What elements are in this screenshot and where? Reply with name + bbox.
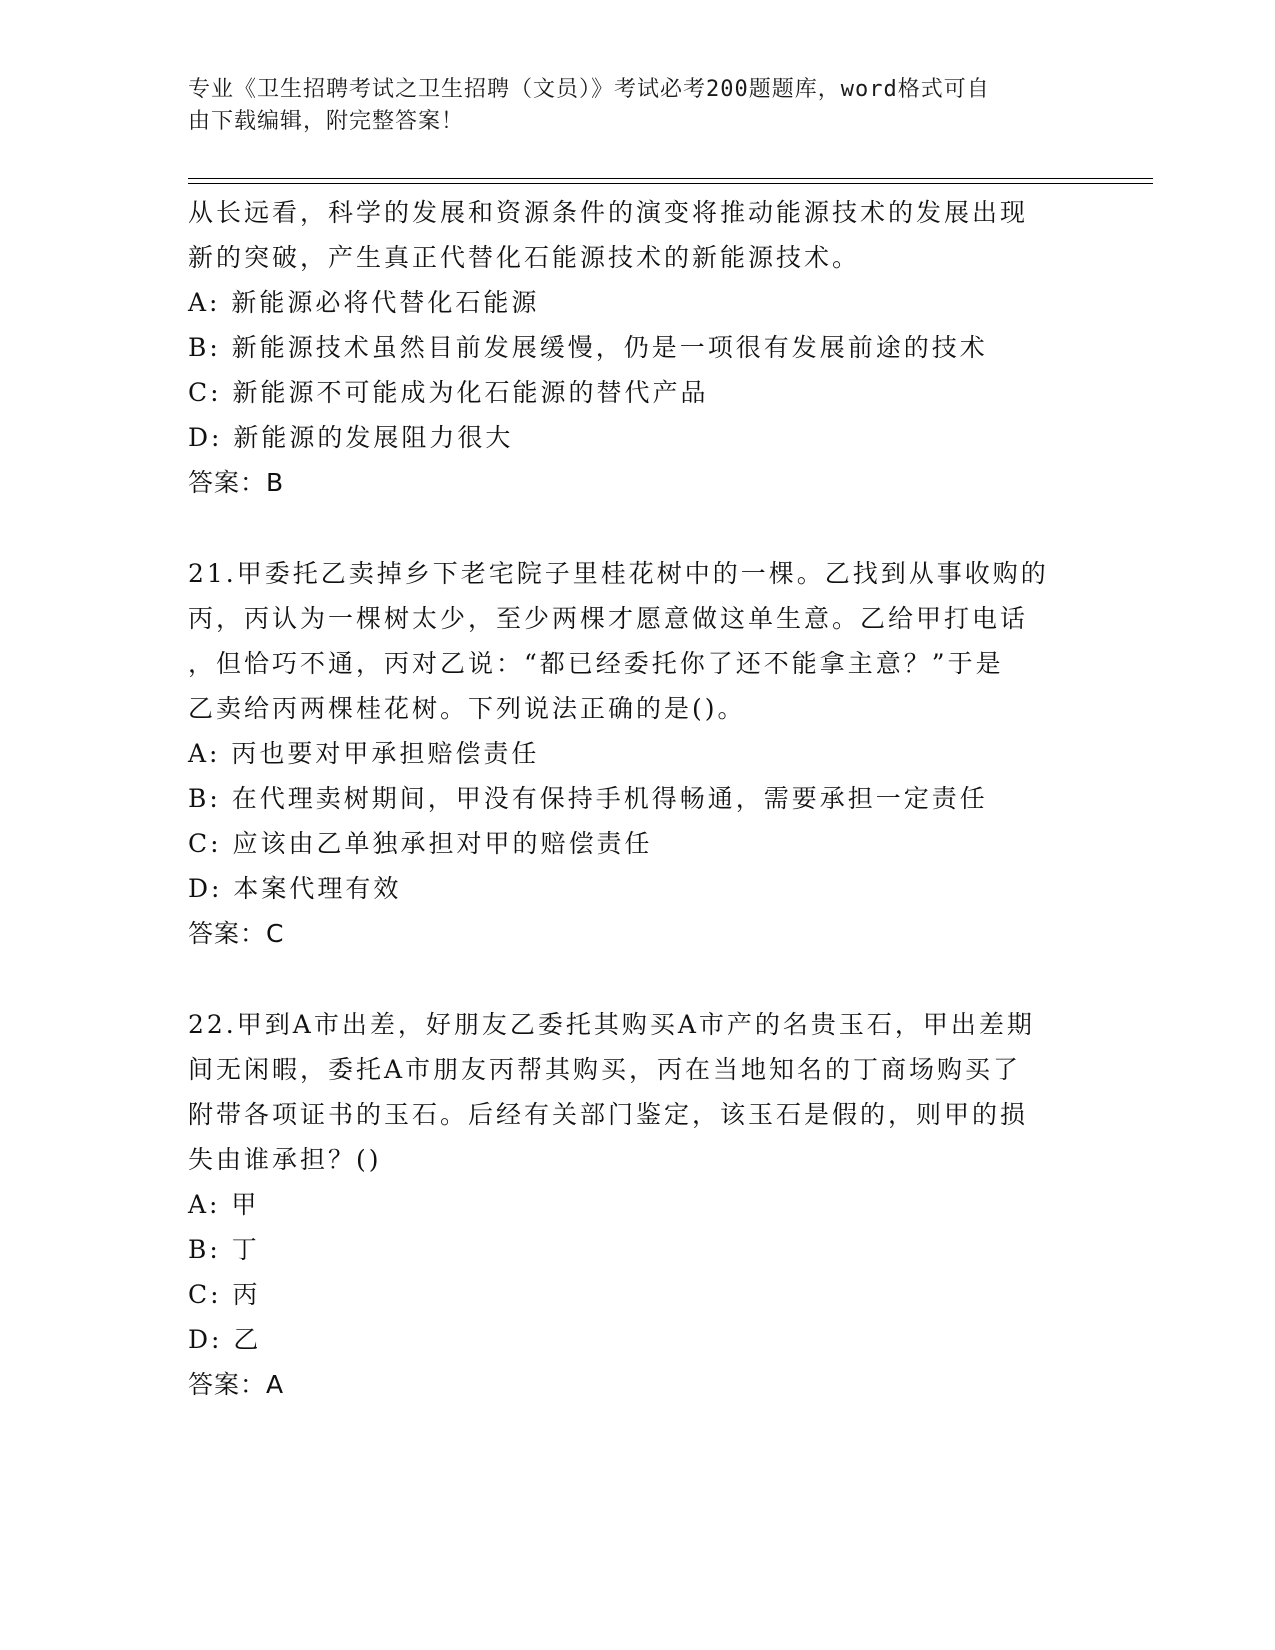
question-stem-line: 附带各项证书的玉石。后经有关部门鉴定，该玉石是假的，则甲的损 xyxy=(188,1100,1029,1129)
option-b: B: 丁 xyxy=(188,1235,260,1264)
question-stem-line: 失由谁承担？() xyxy=(188,1145,382,1174)
answer-line: 答案：A xyxy=(188,1370,285,1399)
option-c: C: 应该由乙单独承担对甲的赔偿责任 xyxy=(188,829,653,858)
question-stem-line: 丙，丙认为一棵树太少，至少两棵才愿意做这单生意。乙给甲打电话 xyxy=(188,604,1029,633)
question-stem-line: 21.甲委托乙卖掉乡下老宅院子里桂花树中的一棵。乙找到从事收购的 xyxy=(188,559,1049,588)
question-22 xyxy=(188,1002,1088,1407)
question-stem-line: 间无闲暇，委托A市朋友丙帮其购买，丙在当地知名的丁商场购买了 xyxy=(188,1055,1022,1084)
option-c: C: 丙 xyxy=(188,1280,261,1309)
header-line-1: 专业《卫生招聘考试之卫生招聘（文员）》考试必考200题题库，word格式可自 xyxy=(188,77,990,102)
question-21 xyxy=(188,551,1088,956)
question-stem-line: 22.甲到A市出差，好朋友乙委托其购买A市产的名贵玉石，甲出差期 xyxy=(188,1010,1035,1039)
question-stem-line: 从长远看，科学的发展和资源条件的演变将推动能源技术的发展出现 xyxy=(188,198,1029,227)
option-b: B: 新能源技术虽然目前发展缓慢，仍是一项很有发展前途的技术 xyxy=(188,333,988,362)
option-d: D: 乙 xyxy=(188,1325,262,1354)
header-divider-top xyxy=(188,178,1153,179)
option-a: A: 新能源必将代替化石能源 xyxy=(188,288,540,317)
document-header xyxy=(188,74,1068,138)
question-spacer xyxy=(188,505,1088,551)
answer-line: 答案：B xyxy=(188,468,285,497)
answer-line: 答案：C xyxy=(188,919,285,948)
question-stem-line: ，但恰巧不通，丙对乙说：“都已经委托你了还不能拿主意？”于是 xyxy=(188,649,1004,678)
question-stem-line: 新的突破，产生真正代替化石能源技术的新能源技术。 xyxy=(188,243,861,272)
option-c: C: 新能源不可能成为化石能源的替代产品 xyxy=(188,378,709,407)
question-spacer xyxy=(188,956,1088,1002)
question-stem-line: 乙卖给丙两棵桂花树。下列说法正确的是()。 xyxy=(188,694,746,723)
option-a: A: 丙也要对甲承担赔偿责任 xyxy=(188,739,540,768)
question-20 xyxy=(188,190,1088,505)
option-b: B: 在代理卖树期间，甲没有保持手机得畅通，需要承担一定责任 xyxy=(188,784,988,813)
option-d: D: 本案代理有效 xyxy=(188,874,402,903)
question-list xyxy=(188,190,1088,1407)
header-line-2: 由下载编辑，附完整答案！ xyxy=(188,109,465,134)
option-d: D: 新能源的发展阻力很大 xyxy=(188,423,514,452)
header-divider-bottom xyxy=(188,183,1153,184)
option-a: A: 甲 xyxy=(188,1190,260,1219)
